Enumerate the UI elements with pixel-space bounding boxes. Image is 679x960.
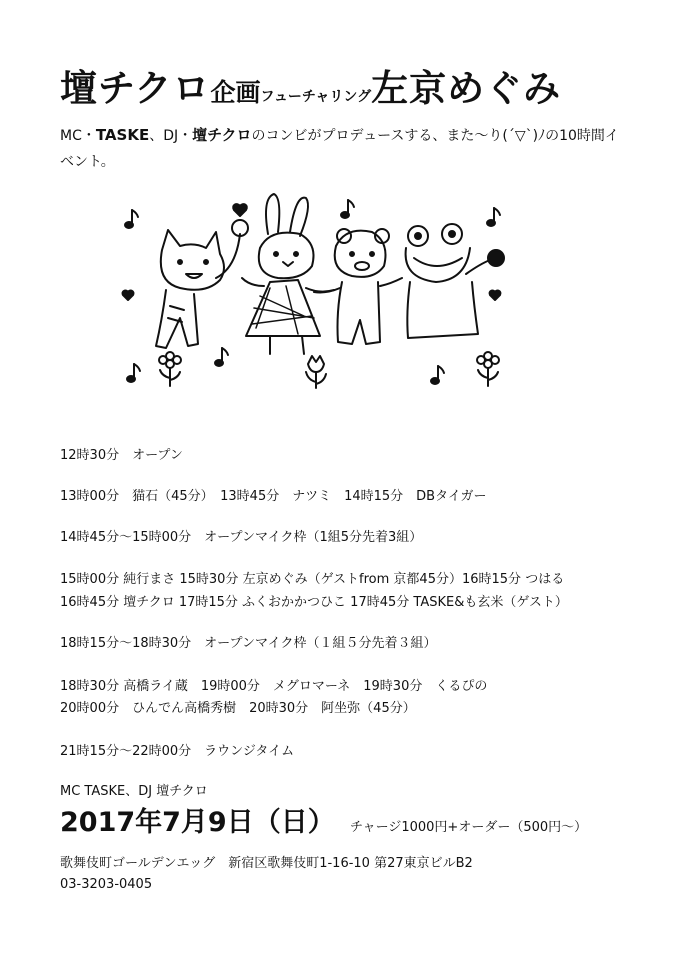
music-note-icon [127,364,140,382]
schedule-line: 13時00分 猫石（45分） 13時45分 ナツミ 14時15分 DBタイガー [60,489,487,504]
bear-drawing [314,229,402,344]
schedule-line: 20時00分 ひんでん高橋秀樹 20時30分 阿坐弥（45分） [60,701,416,716]
intro-segment: MC・ [60,128,96,144]
flower-icon [159,352,181,386]
schedule-line: 12時30分 オープン [60,448,183,463]
title-featuring: フューチャリング [260,89,372,105]
schedule-line: 15時00分 純行まさ 15時30分 左京めぐみ（ゲストfrom 京都45分）16時15分 つはる [60,572,565,587]
title-organizer: 壇チクロ [60,67,211,110]
music-note-icon [125,210,138,228]
heart-icon [490,291,501,300]
intro-text [60,122,620,175]
intro-mc-name: TASKE [95,126,150,144]
page-title [60,58,561,112]
tulip-icon [306,356,326,388]
title-guest: 左京めぐみ [371,67,562,110]
schedule-line: 14時45分〜15時00分 オープンマイク枠（1組5分先着3組） [60,530,423,545]
event-date: 2017年7月9日（日） [60,807,335,838]
schedule-line: 21時15分〜22時00分 ラウンジタイム [60,744,295,759]
schedule-line: 16時45分 壇チクロ 17時15分 ふくおかかつひこ 17時45分 TASKE&も玄米（ゲスト） [60,595,568,610]
cat-drawing [156,220,248,348]
music-note-icon [487,208,500,226]
rabbit-drawing [242,194,334,354]
heart-icon [123,291,134,300]
mc-dj-credit: MC TASKE、DJ 壇チクロ [60,784,208,799]
schedule-line: 18時30分 高橋ライ蔵 19時00分 メグロマーネ 19時30分 くるぴの [60,679,488,694]
venue-address: 歌舞伎町ゴールデンエッグ 新宿区歌舞伎町1-16-10 第27東京ビルB2 [60,856,473,871]
intro-dj-name: 壇チクロ [192,126,252,144]
flower-icon [477,352,499,386]
phone-number: 03-3203-0405 [60,877,153,892]
intro-segment: 、DJ・ [149,128,193,144]
music-note-icon [215,348,228,366]
charge-info: チャージ1000円+オーダー（500円〜） [350,820,588,835]
schedule-line: 18時15分〜18時30分 オープンマイク枠（１組５分先着３組） [60,636,437,651]
music-note-icon [341,200,354,218]
intro-segment: のコンビがプロデュースする、また〜り(´▽`)ﾉの10時間イベント。 [60,128,619,170]
animal-illustration [110,188,530,408]
title-kikaku: 企画 [210,78,261,107]
heart-icon [233,204,247,216]
music-note-icon [431,366,444,384]
frog-drawing [406,224,504,338]
